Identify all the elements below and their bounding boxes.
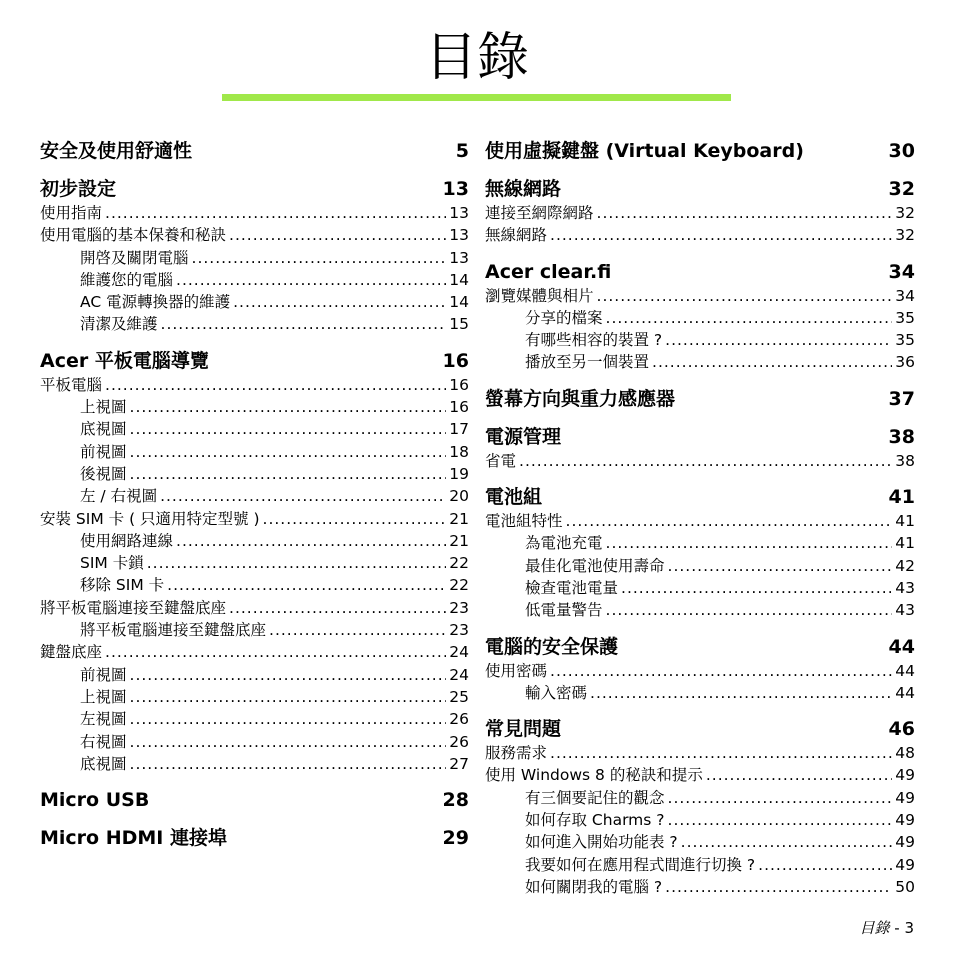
page-title: 目錄 [424,28,529,88]
toc-entry[interactable] [485,450,915,472]
toc-entry[interactable] [485,577,915,599]
section-title: 安全及使用舒適性 [40,140,193,162]
entry-page-number: 24 [449,665,469,684]
toc-section-heading[interactable] [40,138,469,164]
dot-leader [665,876,892,898]
dot-leader [130,441,447,463]
toc-entry[interactable] [485,510,915,532]
section-page-number: 29 [442,827,469,850]
toc-entry[interactable] [40,664,469,686]
dot-leader [621,577,892,599]
toc-entry[interactable] [40,485,469,507]
section-title: 螢幕方向與重力感應器 [485,387,676,410]
dot-leader [550,224,892,246]
dot-leader [229,597,446,619]
toc-entry[interactable] [485,224,915,246]
entry-label: 安裝 SIM 卡 ( 只適用特定型號 ) [40,509,260,528]
dot-leader [668,809,893,831]
dot-leader [161,313,447,335]
entry-label: 如何進入開始功能表 ? [525,833,678,852]
entry-page-number: 24 [449,643,469,662]
dot-leader [263,508,447,530]
toc-section-heading[interactable] [485,424,915,450]
entry-label: 瀏覽媒體與相片 [485,286,594,305]
dot-leader [176,269,446,291]
entry-page-number: 50 [895,877,915,896]
entry-label: 維護您的電腦 [80,270,174,289]
dot-leader [668,787,893,809]
entry-label: 使用電腦的基本保養和秘訣 [40,226,227,245]
toc-column-left [40,138,469,851]
entry-label: 清潔及維護 [80,315,158,334]
entry-page-number: 26 [449,710,469,729]
toc-entry[interactable] [485,787,915,809]
dot-leader [652,351,892,373]
toc-entry[interactable] [40,441,469,463]
entry-label: 前視圖 [80,665,127,684]
toc-section-heading[interactable] [485,386,915,412]
toc-section-heading[interactable] [485,176,915,202]
entry-page-number: 22 [449,576,469,595]
entry-label: 使用網路連線 [80,531,174,550]
toc-entry[interactable] [485,351,915,373]
dot-leader [606,532,893,554]
dot-leader [606,599,893,621]
toc-entry[interactable] [40,396,469,418]
entry-label: 開啓及關閉電腦 [80,248,189,267]
dot-leader [130,686,447,708]
section-title: 使用虛擬鍵盤 (Virtual Keyboard) [485,140,804,162]
entry-page-number: 41 [895,512,915,531]
dot-leader [160,485,446,507]
entry-page-number: 34 [895,286,915,305]
entry-label: 使用指南 [40,204,103,222]
entry-page-number: 23 [449,621,469,640]
dot-leader [233,291,446,313]
section-page-number: 16 [442,349,469,372]
dot-leader [176,530,446,552]
entry-page-number: 15 [449,315,469,334]
section-page-number: 38 [888,425,915,448]
entry-label: 連接至網際網路 [485,204,594,222]
entry-label: 最佳化電池使用壽命 [525,556,665,575]
entry-page-number: 21 [449,531,469,550]
toc-entry[interactable] [485,532,915,554]
entry-label: 低電量警告 [525,601,603,620]
toc-section-heading[interactable] [485,138,915,164]
dot-leader [550,660,892,682]
section-page-number: 32 [888,178,915,200]
entry-page-number: 36 [895,353,915,372]
section-page-number: 5 [455,140,469,162]
entry-label: 左 / 右視圖 [80,487,158,506]
entry-label: 如何存取 Charms ? [525,811,665,830]
section-page-number: 46 [888,718,915,741]
dot-leader [130,753,447,775]
entry-page-number: 32 [895,204,915,222]
toc-entry[interactable] [40,508,469,530]
toc-entry[interactable] [485,764,915,786]
entry-label: 左視圖 [80,710,127,729]
toc-entry[interactable] [40,731,469,753]
entry-label: 有哪些相容的裝置 ? [525,331,663,350]
section-title: Micro HDMI 連接埠 [40,827,227,850]
toc-entry[interactable] [40,686,469,708]
section-title: 常見問題 [485,718,562,741]
toc-entry[interactable] [485,831,915,853]
toc-entry[interactable] [485,599,915,621]
section-title: Acer clear.fi [485,260,612,283]
section-title: Micro USB [40,789,150,812]
dot-leader [758,854,892,876]
section-page-number: 44 [888,635,915,658]
toc-entry[interactable] [485,682,915,704]
toc-entry[interactable] [40,224,469,246]
section-title: 電源管理 [485,425,562,448]
dot-leader [130,708,447,730]
entry-page-number: 35 [895,331,915,350]
entry-page-number: 49 [895,811,915,830]
entry-label: 分享的檔案 [525,308,603,327]
entry-page-number: 22 [449,554,469,573]
toc-entry[interactable] [40,247,469,269]
dot-leader [130,731,447,753]
entry-label: 有三個要記住的觀念 [525,788,665,807]
toc-section-heading[interactable] [40,348,469,374]
entry-page-number: 35 [895,308,915,327]
section-page-number: 28 [442,789,469,812]
dot-leader [130,396,447,418]
entry-page-number: 43 [895,601,915,620]
toc-section-heading[interactable] [40,825,469,851]
entry-label: 上視圖 [80,398,127,417]
entry-page-number: 42 [895,556,915,575]
entry-label: 使用 Windows 8 的秘訣和提示 [485,766,703,785]
entry-page-number: 13 [449,204,469,222]
dot-leader [706,764,892,786]
entry-page-number: 32 [895,226,915,245]
entry-label: 前視圖 [80,442,127,461]
entry-page-number: 49 [895,855,915,874]
dot-leader [550,742,892,764]
toc-entry[interactable] [40,313,469,335]
dot-leader [192,247,447,269]
entry-label: 播放至另一個裝置 [525,353,650,372]
entry-page-number: 25 [449,687,469,706]
entry-label: 輸入密碼 [525,683,588,702]
toc-entry[interactable] [40,463,469,485]
toc-entry[interactable] [485,809,915,831]
toc-entry[interactable] [485,660,915,682]
toc-entry[interactable] [40,597,469,619]
entry-label: 後視圖 [80,464,127,483]
toc-entry[interactable] [485,329,915,351]
toc-column-right [485,138,915,898]
toc-entry[interactable] [40,291,469,313]
entry-page-number: 49 [895,833,915,852]
entry-label: 底視圖 [80,754,127,773]
toc-entry[interactable] [40,269,469,291]
entry-page-number: 14 [449,293,469,312]
entry-page-number: 20 [449,487,469,506]
dot-leader [130,418,447,440]
entry-label: 上視圖 [80,687,127,706]
section-title: Acer 平板電腦導覽 [40,349,209,372]
entry-label: 移除 SIM 卡 [80,576,165,595]
toc-entry[interactable] [40,202,469,224]
dot-leader [105,202,446,224]
section-page-number: 41 [888,486,915,509]
footer-separator: - [894,919,900,937]
toc-entry[interactable] [40,619,469,641]
toc-entry[interactable] [40,708,469,730]
entry-label: 電池組特性 [485,512,563,531]
dot-leader [597,285,893,307]
toc-section-heading[interactable] [485,634,915,660]
entry-label: 底視圖 [80,420,127,439]
entry-page-number: 49 [895,766,915,785]
toc-entry[interactable] [40,552,469,574]
entry-label: 為電池充電 [525,534,603,553]
entry-label: 右視圖 [80,732,127,751]
entry-page-number: 13 [449,226,469,245]
title-underline [222,94,731,101]
section-title: 電腦的安全保護 [485,635,619,658]
section-page-number: 13 [442,178,469,200]
toc-entry[interactable] [40,641,469,663]
dot-leader [130,664,447,686]
entry-page-number: 19 [449,464,469,483]
section-page-number: 37 [888,387,915,410]
entry-page-number: 13 [449,248,469,267]
toc-entry[interactable] [485,876,915,898]
dot-leader [590,682,892,704]
footer-page-number: 3 [904,919,914,937]
footer-title: 目錄 [859,919,890,937]
entry-page-number: 26 [449,732,469,751]
entry-label: 服務需求 [485,744,548,763]
section-title: 初步設定 [40,178,117,200]
toc-section-heading[interactable] [485,259,915,285]
entry-label: 將平板電腦連接至鍵盤底座 [40,598,227,617]
entry-label: 如何關閉我的電腦 ? [525,877,663,896]
dot-leader [681,831,893,853]
page-footer [859,918,914,938]
entry-page-number: 23 [449,598,469,617]
toc-section-heading[interactable] [40,176,469,202]
toc-entry[interactable] [485,307,915,329]
section-page-number: 34 [888,260,915,283]
entry-page-number: 16 [449,375,469,394]
toc-entry[interactable] [485,742,915,764]
entry-page-number: 27 [449,754,469,773]
dot-leader [668,555,893,577]
entry-label: AC 電源轉換器的維護 [80,293,231,312]
entry-page-number: 41 [895,534,915,553]
entry-page-number: 48 [895,744,915,763]
dot-leader [606,307,893,329]
toc-section-heading[interactable] [40,787,469,813]
dot-leader [597,202,893,224]
toc-section-heading[interactable] [485,484,915,510]
dot-leader [130,463,447,485]
dot-leader [167,574,446,596]
entry-page-number: 21 [449,509,469,528]
dot-leader [665,329,892,351]
dot-leader [147,552,447,574]
entry-label: 平板電腦 [40,375,103,394]
entry-label: 檢查電池電量 [525,578,619,597]
entry-page-number: 17 [449,420,469,439]
entry-page-number: 49 [895,788,915,807]
toc-entry[interactable] [485,202,915,224]
dot-leader [105,641,446,663]
entry-page-number: 14 [449,270,469,289]
entry-page-number: 44 [895,683,915,702]
toc-entry[interactable] [40,530,469,552]
section-title: 電池組 [485,486,543,509]
entry-label: 將平板電腦連接至鍵盤底座 [80,621,267,640]
entry-page-number: 43 [895,578,915,597]
entry-label: SIM 卡鎖 [80,554,144,573]
dot-leader [519,450,892,472]
entry-page-number: 44 [895,661,915,680]
toc-entry[interactable] [40,374,469,396]
entry-page-number: 18 [449,442,469,461]
entry-label: 我要如何在應用程式間進行切換 ? [525,855,756,874]
entry-label: 省電 [485,451,517,470]
section-page-number: 30 [888,140,915,162]
entry-page-number: 16 [449,398,469,417]
toc-entry[interactable] [485,285,915,307]
toc-entry[interactable] [485,555,915,577]
entry-label: 使用密碼 [485,661,548,680]
dot-leader [269,619,446,641]
dot-leader [566,510,893,532]
section-title: 無線網路 [485,178,562,200]
entry-label: 鍵盤底座 [40,643,103,662]
toc-entry[interactable] [40,574,469,596]
toc-entry[interactable] [40,418,469,440]
entry-label: 無線網路 [485,226,548,245]
dot-leader [105,374,446,396]
toc-entry[interactable] [40,753,469,775]
entry-page-number: 38 [895,451,915,470]
toc-entry[interactable] [485,854,915,876]
dot-leader [229,224,446,246]
toc-section-heading[interactable] [485,716,915,742]
